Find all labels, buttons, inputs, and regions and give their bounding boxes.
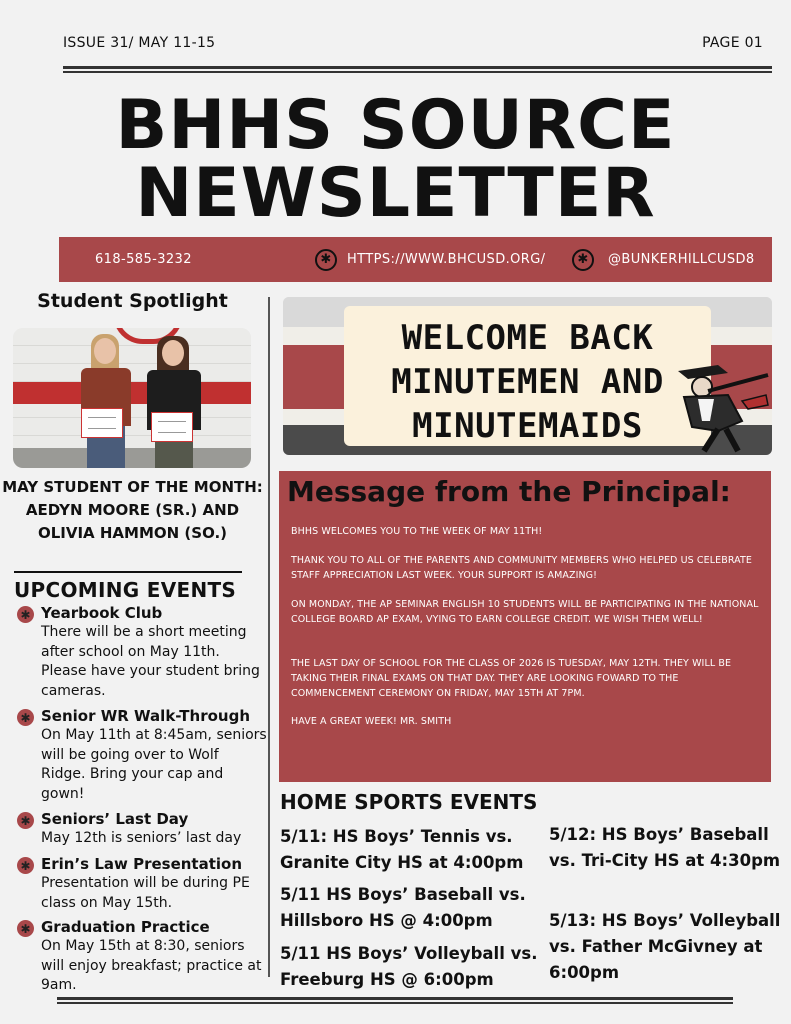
event-name: Erin’s Law Presentation [41,855,243,873]
event-description: There will be a short meeting after school on May 11th. Please have your student bring cameras. [41,624,260,699]
principal-paragraph: BHHS WELCOMES YOU TO THE WEEK OF MAY 11TH! [291,526,543,537]
website-link[interactable]: HTTPS://WWW.BHCUSD.ORG/ [347,252,546,267]
spotlight-photo [13,328,251,468]
sports-event: 5/13: HS Boys’ Volleyball vs. Father McGivney at 6:00pm [549,911,781,982]
asterisk-icon: ✱ [17,857,34,874]
sports-heading: HOME SPORTS EVENTS [280,790,538,814]
student-figure [139,334,209,468]
asterisk-icon: ✱ [17,812,34,829]
asterisk-icon: ✱ [315,249,337,271]
asterisk-icon: ✱ [572,249,594,271]
event-item [17,810,267,849]
minuteman-mascot-icon [658,361,770,453]
event-description: Presentation will be during PE class on May 15th. [41,875,250,911]
certificate [151,412,193,442]
event-name: Senior WR Walk-Through [41,707,251,725]
page-number: PAGE 01 [702,35,763,51]
issue-label: ISSUE 31/ MAY 11-15 [63,35,216,51]
event-description: On May 11th at 8:45am, seniors will be going over to Wolf Ridge. Bring your cap and gown! [41,727,267,802]
sports-event: 5/12: HS Boys’ Baseball vs. Tri-City HS at 4:30pm [549,825,781,870]
event-name: Graduation Practice [41,918,210,936]
upcoming-events-heading: UPCOMING EVENTS [14,578,237,602]
banner-line-2: MINUTEMEN AND [391,362,664,402]
welcome-banner [283,297,772,455]
spotlight-heading: Student Spotlight [37,290,228,312]
asterisk-icon: ✱ [17,606,34,623]
footer-divider [57,997,733,1004]
title-line-2: NEWSLETTER [135,154,656,233]
contact-bar [59,237,772,282]
header-divider [63,66,772,73]
newsletter-title [0,86,791,233]
spotlight-caption: MAY STUDENT OF THE MONTH: AEDYN MOORE (SR.) AND OLIVIA HAMMON (SO.) [2,478,263,542]
asterisk-icon: ✱ [17,920,34,937]
phone-number: 618-585-3232 [95,252,192,267]
sports-event: 5/11 HS Boys’ Volleyball vs. Freeburg HS @ 6:00pm [280,944,538,989]
event-description: On May 15th at 8:30, seniors will enjoy breakfast; practice at 9am. [41,938,262,993]
banner-line-3: MINUTEMAIDS [412,406,643,446]
column-divider [268,297,270,977]
student-figure [71,334,141,468]
event-item [17,707,267,804]
principal-message-box [279,471,771,782]
section-divider [14,571,242,573]
event-item [17,604,267,701]
sports-event: 5/11 HS Boys’ Baseball vs. Hillsboro HS @ 4:00pm [280,885,526,930]
social-handle[interactable]: @BUNKERHILLCUSD8 [608,252,755,267]
event-item [17,855,267,913]
event-item [17,918,267,996]
event-name: Seniors’ Last Day [41,810,189,828]
event-description: May 12th is seniors’ last day [41,830,242,846]
principal-paragraph: ON MONDAY, THE AP SEMINAR ENGLISH 10 STUDENTS WILL BE PARTICIPATING IN THE NATIONAL COLLEGE BOARD AP EXAM, VYING TO EARN COLLEGE CREDIT. WE WISH THEM WELL! [291,599,759,625]
principal-signoff: HAVE A GREAT WEEK! MR. SMITH [291,716,452,727]
title-line-1: BHHS SOURCE [115,86,676,165]
banner-line-1: WELCOME BACK [401,318,654,358]
principal-heading: Message from the Principal: [287,475,731,508]
principal-paragraph: THE LAST DAY OF SCHOOL FOR THE CLASS OF 2026 IS TUESDAY, MAY 12TH. THEY WILL BE TAKING THEIR FINAL EXAMS ON THAT DAY. THEY ARE LOOKING FOWARD TO THE COMMENCEMENT CEREMONY ON FRIDAY, MAY 15TH AT 7PM. [291,658,732,699]
asterisk-icon: ✱ [17,709,34,726]
certificate [81,408,123,438]
principal-paragraph: THANK YOU TO ALL OF THE PARENTS AND COMMUNITY MEMBERS WHO HELPED US CELEBRATE STAFF APPRECIATION LAST WEEK. YOUR SUPPORT IS AMAZING! [291,555,753,581]
event-name: Yearbook Club [41,604,163,622]
sports-event: 5/11: HS Boys’ Tennis vs. Granite City HS at 4:00pm [280,827,524,872]
welcome-card [344,306,711,446]
